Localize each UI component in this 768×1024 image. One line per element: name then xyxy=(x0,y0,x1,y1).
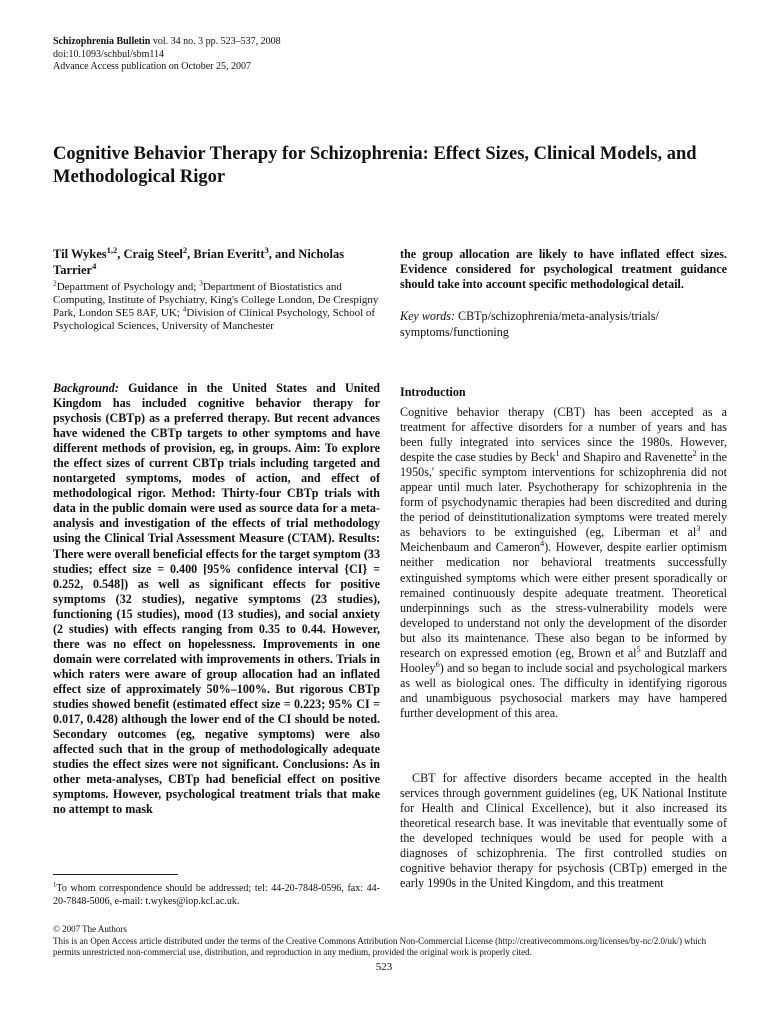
author-name: Til Wykes xyxy=(53,247,107,261)
author-affiliation-mark: 2 xyxy=(182,244,188,255)
journal-volume: vol. 34 no. 3 pp. 523–537, 2008 xyxy=(152,36,281,47)
author-list xyxy=(53,244,383,278)
journal-advance-access: Advance Access publication on October 25, 2007 xyxy=(53,61,252,72)
footnote-mark: 1 xyxy=(53,881,57,889)
author-name: , and Nicholas Tarrier xyxy=(53,247,345,277)
affiliation-mark: 3 xyxy=(199,278,203,288)
intro-paragraph: CBT for affective disorders became accepted in the health services through government guidelines (eg, UK National Institute for Health and Clinical Excellence), but it also increased its theoretical research base. It was inevitable that eventually some of the developed techniques would be used for people with a diagnoses of schizophrenia. The first controlled studies on cognitive behavior therapy for psychosis (CBTp) emerged in the early 1990s in the United Kingdom, and this treatment xyxy=(400,771,727,891)
abstract-continuation: the group allocation are likely to have inflated effect sizes. Evidence considered for psychological treatment guidance should take into account specific methodological detail. xyxy=(400,247,727,292)
paragraph-text: Cognitive behavior therapy (CBT) has been accepted as a treatment for affective disorders for a number of years and has been fully integrated into services since the 1980s. However, despite the case studies by Beck xyxy=(400,405,727,465)
journal-header xyxy=(53,36,281,74)
paragraph-text: ). However, despite earlier optimism neither medication nor behavioral treatments successfully extinguished symptoms which were either present sporadically or remained continuously despite adequate treatment. Theoretical underpinnings such as the stress-vulnerability models were developed to understand not only the development of the disorder but also its maintenance. These also began to be informed by research on expressed emotion (eg, Brown et al xyxy=(400,540,727,660)
keywords-text: CBTp/schizophrenia/meta-analysis/trials/ symptoms/functioning xyxy=(400,309,659,339)
license-text: This is an Open Access article distributed under the terms of the Creative Commons Attribution Non-Commercial License (http://creativecommons.org/licenses/by-nc/2.0/uk/) which permits unrestricted non-commercial use, distribution, and reproduction in any medium, provided the original work is properly cited. xyxy=(53,935,707,957)
citation-mark: 3 xyxy=(696,524,701,534)
correspondence-footnote xyxy=(53,882,380,908)
citation-mark: 5 xyxy=(636,644,641,654)
journal-citation-line xyxy=(53,36,281,49)
journal-doi: doi:10.1093/schbul/sbm114 xyxy=(53,48,165,60)
affiliation-text: Department of Biostatistics and Computing, Institute of Psychiatry, King's College London, De Crespigny Park, London SE5 8AF, UK; xyxy=(53,281,379,319)
affiliation-mark: 4 xyxy=(182,304,187,314)
affiliation-text: Division of Clinical Psychology, School of Psychological Sciences, University of Manchester xyxy=(53,307,376,332)
keywords xyxy=(400,309,727,340)
paragraph-text: ) and so began to include social and psychological markers as well as biological ones. The difficulty in identifying rigorous and unambiguous psychosocial markers may have hampered further development of this area. xyxy=(400,660,727,720)
intro-paragraph xyxy=(400,405,727,721)
author-affiliation-mark: 1,2 xyxy=(106,244,118,255)
abstract xyxy=(53,381,380,817)
footnote-divider xyxy=(53,874,178,875)
abstract-background-label: Background: xyxy=(53,381,119,395)
citation-mark: 4 xyxy=(540,539,545,549)
article-title: Cognitive Behavior Therapy for Schizophrenia: Effect Sizes, Clinical Models, and Methodological Rigor xyxy=(53,144,697,187)
paragraph-text: and Meichenbaum and Cameron xyxy=(400,525,727,555)
paragraph-text: and Butzlaff and Hooley xyxy=(400,645,727,675)
affiliation-mark: 2 xyxy=(53,278,57,288)
author-name: , Craig Steel xyxy=(117,247,183,261)
section-heading-introduction: Introduction xyxy=(400,385,466,399)
paragraph-text: in the 1950s,' specific symptom interventions for schizophrenia did not appear until much later. Psychotherapy for schizophrenia in the form of psychodynamic therapies had been discredited and during the period of deinstitutionalization symptoms were treated merely as behaviors to be extinguished (eg, Liberman et al xyxy=(400,450,728,540)
paragraph-text: and Shapiro and Ravenette xyxy=(559,450,693,465)
copyright-line: © 2007 The Authors xyxy=(53,924,127,934)
affiliations xyxy=(53,278,383,333)
keywords-label: Key words: xyxy=(400,309,455,323)
author-affiliation-mark: 4 xyxy=(92,260,97,271)
footnote-text: To whom correspondence should be addressed; tel: 44-20-7848-0596, fax: 44-20-7848-5006, e-mail: t.wykes@iop.kcl.ac.uk. xyxy=(53,883,380,907)
citation-mark: 2 xyxy=(692,449,697,459)
abstract-text: Guidance in the United States and United Kingdom has included cognitive behavior therapy for psychosis (CBTp) as a preferred therapy. But recent advances have widened the CBTp targets to other symptoms and have different methods of provision, eg, in groups. Aim: To explore the effect sizes of current CBTp trials including targeted and nontargeted symptoms, modes of action, and effect of methodological rigor. Method: Thirty-four CBTp trials with data in the public domain were used as source data for a meta-analysis and investigation of the effects of trial methodology using the Clinical Trial Assessment Measure (CTAM). Results: There were overall beneficial effects for the target symptom (33 studies; effect size = 0.400 [95% confidence interval {CI} = 0.252, 0.548]) as well as significant effects for positive symptoms (32 studies), negative symptoms (23 studies), functioning (15 studies), mood (13 studies), and social anxiety (2 studies) with effects ranging from 0.35 to 0.44. However, there was no effect on hopelessness. Improvements in one domain were correlated with improvements in others. Trials in which raters were aware of group allocation had an inflated effect size of approximately 50%–100%. But rigorous CBTp studies showed benefit (estimated effect size = 0.223; 95% CI = 0.017, 0.428) although the lower end of the CI should be noted. Secondary outcomes (eg, negative symptoms) were also affected such that in the group of methodologically adequate studies the effect sizes were not significant. Conclusions: As in other meta-analyses, CBTp had beneficial effect on positive symptoms. However, psychological treatment trials that make no attempt to mask xyxy=(53,381,380,817)
page-number: 523 xyxy=(375,961,393,973)
author-name: , Brian Everitt xyxy=(187,247,265,261)
affiliation-text: Department of Psychology and; xyxy=(56,281,200,293)
journal-name: Schizophrenia Bulletin xyxy=(53,36,151,47)
author-affiliation-mark: 3 xyxy=(264,244,269,255)
citation-mark: 1 xyxy=(555,449,560,459)
license-block xyxy=(53,924,729,959)
citation-mark: 6 xyxy=(435,659,440,669)
